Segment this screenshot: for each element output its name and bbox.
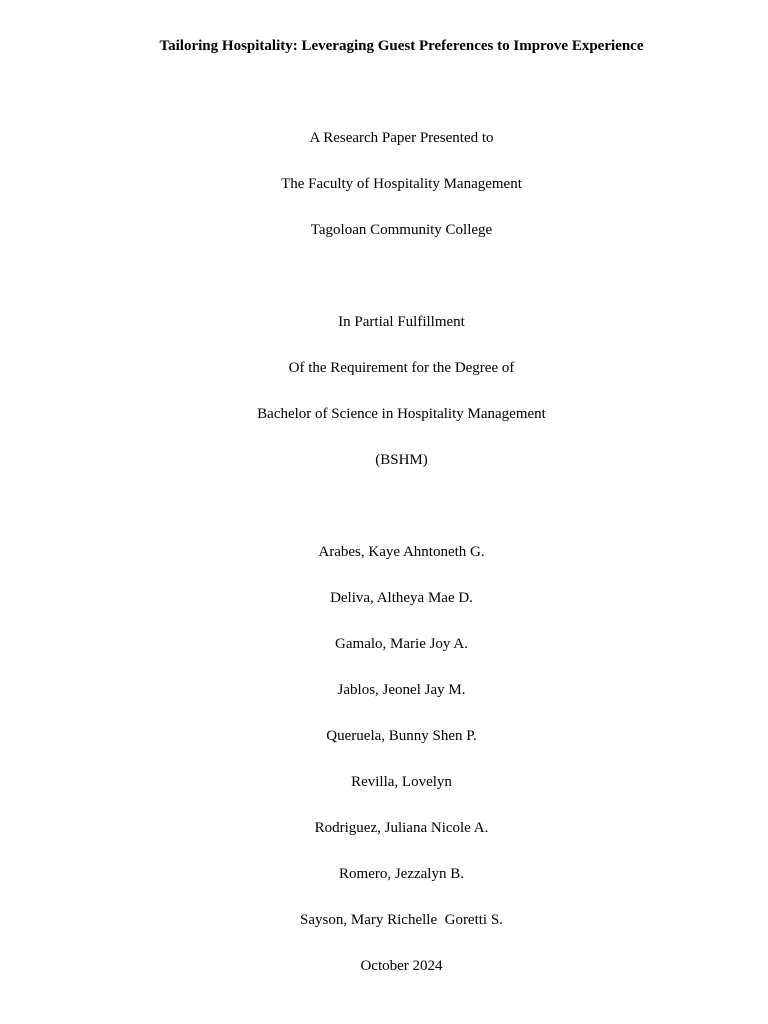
author-name: Sayson, Mary Richelle Goretti S. [300, 912, 503, 928]
author-name: Gamalo, Marie Joy A. [335, 636, 468, 652]
author-name: Revilla, Lovelyn [351, 774, 452, 790]
paper-title: Tailoring Hospitality: Leveraging Guest Preferences to Improve Experience [159, 38, 644, 54]
author-name: Jablos, Jeonel Jay M. [337, 682, 466, 698]
fulfillment-line-1: In Partial Fulfillment [338, 314, 465, 330]
submission-date: October 2024 [360, 958, 443, 974]
degree-name: Bachelor of Science in Hospitality Management [257, 406, 546, 422]
presentation-line-1: A Research Paper Presented to [309, 130, 494, 146]
author-name: Deliva, Altheya Mae D. [330, 590, 473, 606]
author-name: Rodriguez, Juliana Nicole A. [314, 820, 489, 836]
presentation-line-3: Tagoloan Community College [310, 222, 493, 238]
author-name: Queruela, Bunny Shen P. [326, 728, 477, 744]
author-name: Romero, Jezzalyn B. [339, 866, 464, 882]
presentation-line-2: The Faculty of Hospitality Management [281, 176, 522, 192]
degree-abbreviation: (BSHM) [375, 452, 428, 468]
author-name: Arabes, Kaye Ahntoneth G. [318, 544, 485, 560]
fulfillment-line-2: Of the Requirement for the Degree of [288, 360, 515, 376]
